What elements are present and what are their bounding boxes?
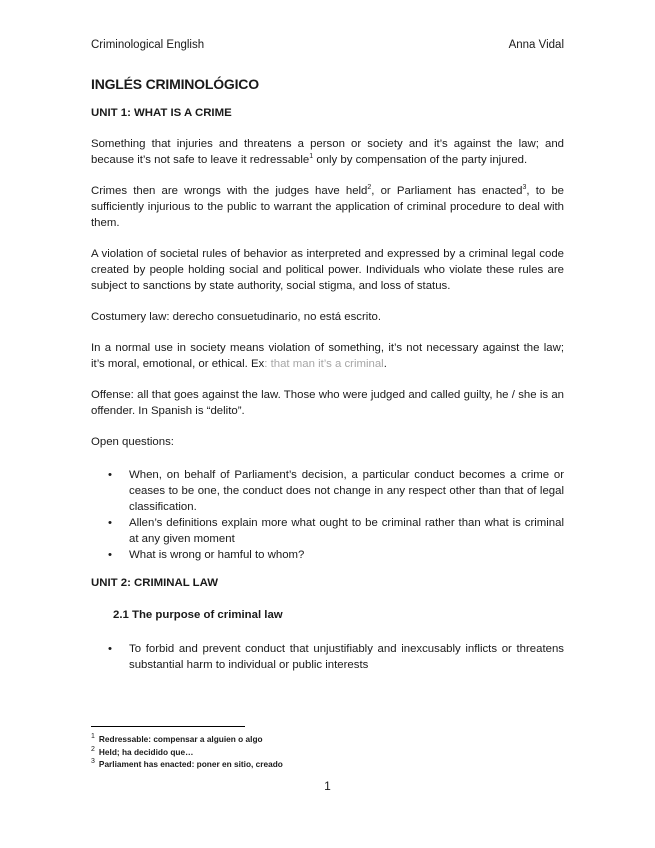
footnotes: [91, 733, 283, 771]
paragraph-2-text-c: , to be sufficiently injurious to the public to warrant the application of criminal procedure to deal with them.: [91, 185, 564, 229]
paragraph-4: Costumery law: derecho consuetudinario, no está escrito.: [91, 311, 381, 323]
open-questions-list: [91, 467, 564, 563]
paragraph-7: Open questions:: [91, 436, 174, 448]
footnote-2-number: 2: [91, 745, 95, 753]
list-item: • When, on behalf of Parliament’s decision, a particular conduct becomes a crime or ceases to be one, the conduct does not change in any respect other than that of legal classification.: [129, 467, 564, 515]
paragraph-3: A violation of societal rules of behavior as interpreted and expressed by a criminal legal code created by people holding social and political power. Individuals who violate these rules are subject to sanctions by state authority, social stigma, and loss of status.: [91, 248, 564, 292]
footnote-ref-2[interactable]: 2: [367, 184, 372, 192]
footnote-1-text: Redressable: compensar a alguien o algo: [98, 734, 263, 744]
header-right: Anna Vidal: [508, 39, 564, 51]
paragraph-2-text-b: , or Parliament has enacted: [371, 185, 523, 197]
footnote-ref-1[interactable]: 1: [309, 153, 314, 161]
footnote-3-text: Parliament has enacted: poner en sitio, creado: [98, 759, 283, 769]
list-item: • What is wrong or hamful to whom?: [129, 547, 564, 563]
unit1-heading: UNIT 1: WHAT IS A CRIME: [91, 107, 232, 119]
footnote-3-number: 3: [91, 758, 95, 766]
footnote-separator: [91, 726, 245, 727]
list-item: • Allen’s definitions explain more what ought to be criminal rather than what is criminal at any given moment: [129, 515, 564, 547]
footnote-2: [91, 746, 283, 759]
unit2-heading: UNIT 2: CRIMINAL LAW: [91, 577, 218, 589]
footnote-3: [91, 758, 283, 771]
page-title: INGLÉS CRIMINOLÓGICO: [91, 76, 259, 92]
paragraph-1: [91, 136, 564, 168]
header-left: Criminological English: [91, 39, 205, 51]
footnote-1-number: 1: [91, 733, 95, 741]
list-item: • To forbid and prevent conduct that unjustifiably and inexcusably inflicts or threatens substantial harm to individual or public interests: [129, 641, 564, 673]
paragraph-2: [91, 183, 564, 231]
paragraph-5-example: : that man it’s a criminal: [264, 358, 384, 370]
purpose-list: [91, 641, 564, 673]
paragraph-6: Offense: all that goes against the law. Those who were judged and called guilty, he / she is an offender. In Spanish is “delito”.: [91, 389, 564, 417]
section-2-1-heading: 2.1 The purpose of criminal law: [113, 609, 283, 621]
main-content: [91, 76, 564, 685]
paragraph-5-text-a: In a normal use in society means violation of something, it’s not necessary against the law; it’s moral, emotional, or ethical. Ex: [91, 342, 564, 370]
paragraph-5: [91, 340, 564, 372]
footnote-ref-3[interactable]: 3: [522, 184, 527, 192]
footnote-1: [91, 733, 283, 746]
paragraph-2-text-a: Crimes then are wrongs with the judges have held: [91, 185, 368, 197]
paragraph-5-text-b: .: [383, 358, 387, 370]
paragraph-1-text-b: only by compensation of the party injured.: [313, 154, 528, 166]
paragraph-1-text-a: Something that injuries and threatens a person or society and it’s against the law; and because it’s not safe to leave it redressable: [91, 138, 564, 166]
page-number: 1: [324, 779, 331, 793]
footnote-2-text: Held; ha decidido que…: [98, 746, 194, 757]
